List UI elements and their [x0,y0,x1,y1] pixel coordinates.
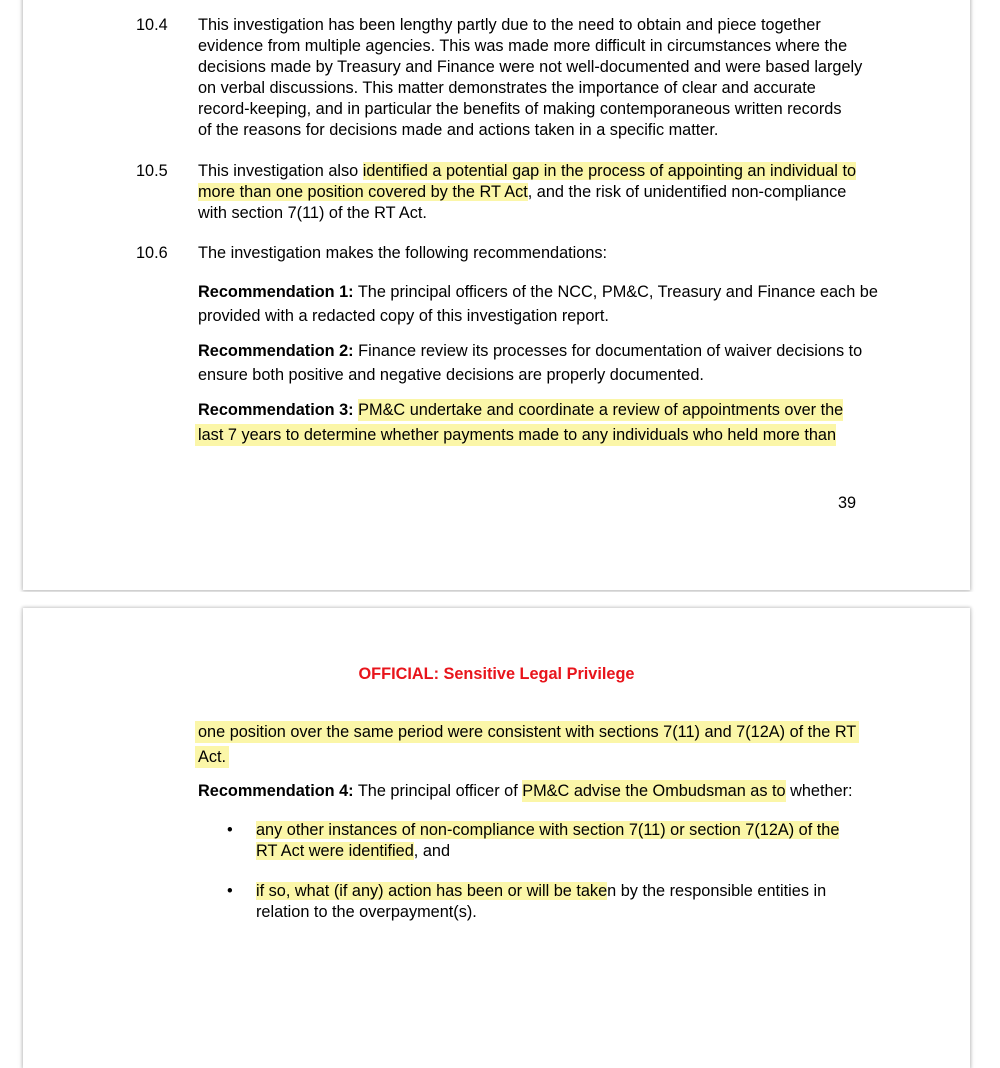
text-line: ensure both positive and negative decisions are properly documented. [198,365,704,384]
text-line [198,161,898,182]
recommendation-label: Recommendation 2: [198,342,354,360]
section-number-10-6: 10.6 [136,244,168,262]
text-run: , and the risk of unidentified non-compliance [527,183,847,201]
text-line [198,720,878,745]
highlighted-text: identified a potential gap in the process of appointing an individual to [362,162,857,180]
page-number: 39 [838,494,857,512]
text-line [198,745,878,770]
text-line: record-keeping, and in particular the benefits of making contemporaneous written records [198,100,842,118]
bullet-icon: • [227,821,233,839]
recommendation-3-continuation [198,720,878,769]
recommendation-label: Recommendation 4: [198,782,354,800]
text-line: provided with a redacted copy of this investigation report. [198,306,609,325]
text-line: evidence from multiple agencies. This was made more difficult in circumstances where the [198,37,848,55]
recommendation-2 [198,340,878,387]
text-line: on verbal discussions. This matter demonstrates the importance of clear and accurate [198,79,816,97]
highlighted-text: PM&C undertake and coordinate a review of appointments over the [358,401,844,419]
recommendation-4 [198,779,878,804]
highlighted-text: more than one position covered by the RT Act [198,183,528,201]
text-line: with section 7(11) of the RT Act. [198,204,427,222]
highlighted-text: any other instances of non-compliance with section 7(11) or section 7(12A) of the [256,821,840,839]
text-line [198,779,878,804]
recommendation-3 [198,398,878,447]
text-line [256,841,856,862]
recommendation-label: Recommendation 1: [198,283,354,301]
bullet-text [256,881,856,923]
text-run: This investigation also [198,162,363,180]
bullet-text [256,820,856,862]
highlighted-text: if so, what (if any) action has been or will be take [256,882,608,900]
text-line: of the reasons for decisions made and actions taken in a specific matter. [198,121,719,139]
recommendation-1 [198,281,878,328]
text-run: n by the responsible entities in [607,882,827,900]
text-run: Finance review its processes for documentation of waiver decisions to [353,342,863,360]
section-10-6-text: The investigation makes the following recommendations: [198,244,608,262]
text-line: relation to the overpayment(s). [256,903,477,921]
highlighted-text: PM&C advise the Ombudsman as to [522,782,786,800]
highlighted-text: one position over the same period were consistent with sections 7(11) and 7(12A) of the RT [195,721,859,743]
document-page-39 [23,0,970,590]
text-line [256,820,856,841]
text-line [256,881,856,902]
highlighted-text: last 7 years to determine whether payments made to any individuals who held more than [195,424,836,446]
text-run: whether: [785,782,853,800]
page-gap [0,592,1000,606]
highlighted-text: RT Act were identified [256,842,414,860]
text-line: This investigation has been lengthy partly due to the need to obtain and piece together [198,16,821,34]
text-line [198,398,878,423]
text-run: The principal officers of the NCC, PM&C, Treasury and Finance each be [353,283,878,301]
highlighted-text: Act. [195,746,229,768]
document-page-40 [23,608,970,1068]
section-10-5-text [198,161,898,224]
section-number-10-5: 10.5 [136,162,168,180]
text-line [198,423,878,448]
text-line [198,182,898,203]
section-10-4-text [198,15,863,141]
recommendation-label: Recommendation 3: [198,401,354,419]
text-run: , and [413,842,450,860]
text-line [198,340,878,364]
classification-header: OFFICIAL: Sensitive Legal Privilege [358,665,635,683]
text-line [198,281,878,305]
text-line: decisions made by Treasury and Finance were not well-documented and were based largely [198,58,863,76]
section-number-10-4: 10.4 [136,16,168,34]
text-run: The principal officer of [353,782,523,800]
bullet-icon: • [227,882,233,900]
